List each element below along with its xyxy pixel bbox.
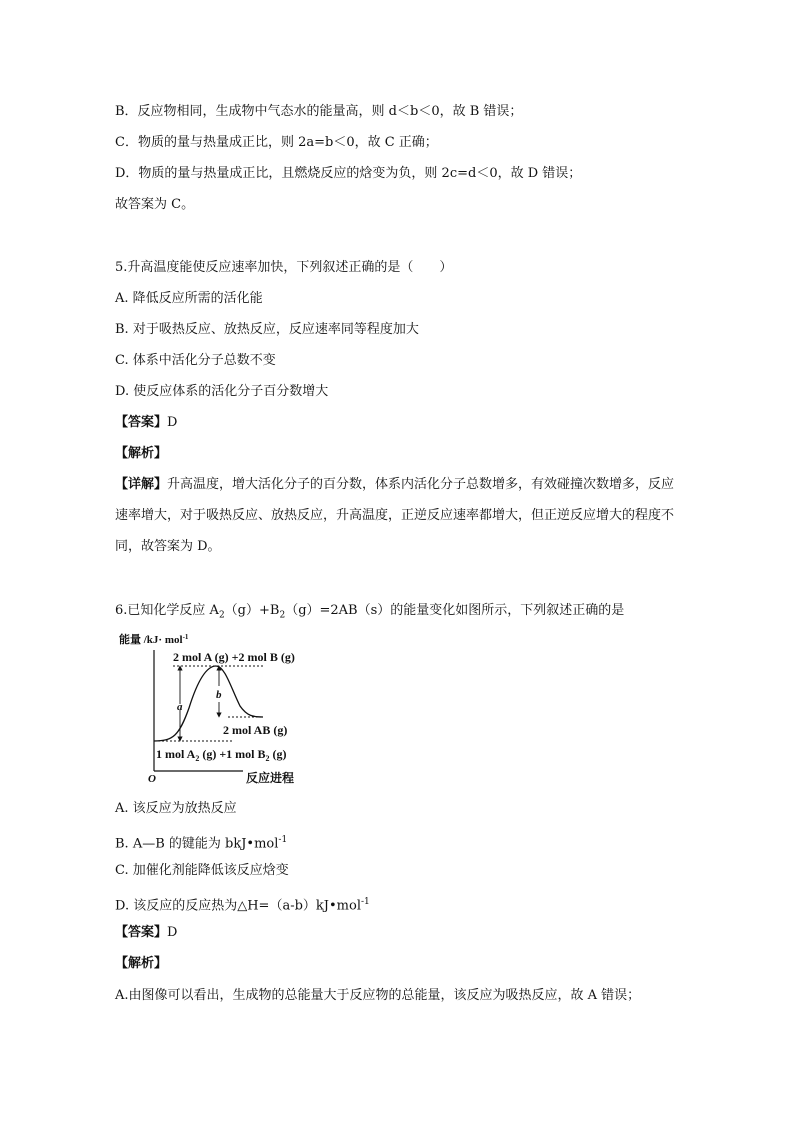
q6-option-a: A. 该反应为放热反应 [115, 801, 237, 816]
bottom-level-label: 1 mol $A_2$ (g) +1 mol $B_2$ (g) [156, 747, 287, 763]
stem-sub: 2 [279, 610, 286, 621]
q5-answer [115, 414, 177, 432]
option-text: B. A—B 的键能为 bkJ•mol [115, 836, 279, 852]
answer-value: D [167, 415, 178, 430]
q5-option-d: D. 使反应体系的活化分子百分数增大 [115, 384, 329, 399]
mid-level-label: 2 mol AB (g) [223, 723, 288, 737]
prev-option-c-analysis: C．物质的量与热量成正比，则 2a=b＜0，故 C 正确； [115, 135, 438, 150]
energy-diagram [113, 628, 313, 788]
q6-stem [115, 602, 624, 625]
y-axis-label: 能量 /kJ· mol$^{-1}$ [119, 633, 189, 646]
stem-part: 6.已知化学反应 A [115, 603, 219, 618]
q6-option-c: C. 加催化剂能降低该反应焓变 [115, 863, 289, 878]
q6-analysis-a: A.由图像可以看出，生成物的总能量大于反应物的总能量，该反应为吸热反应，故 A 错误； [115, 988, 641, 1003]
q5-stem: 5.升高温度能使反应速率加快，下列叙述正确的是（ ） [115, 260, 453, 275]
top-level-label: 2 mol A (g) +2 mol B (g) [173, 650, 295, 664]
answer-label: 【答案】 [115, 415, 168, 430]
q5-option-a: A. 降低反应所需的活化能 [115, 291, 263, 306]
q6-analysis-label: 【解析】 [115, 956, 168, 971]
unit-sup: -1 [278, 835, 288, 845]
prev-conclusion: 故答案为 C。 [115, 197, 195, 212]
x-axis-label: 反应进程 [246, 771, 295, 785]
stem-sub: 2 [218, 610, 225, 621]
prev-option-d-analysis: D．物质的量与热量成正比，且燃烧反应的焓变为负，则 2c=d＜0，故 D 错误； [115, 166, 582, 181]
label-b: b [216, 689, 222, 701]
unit-sup: -1 [361, 897, 370, 907]
prev-option-b-analysis: B．反应物相同，生成物中气态水的能量高，则 d＜b＜0，故 B 错误； [115, 104, 523, 119]
detail-label: 【详解】 [115, 477, 168, 492]
q6-option-d [115, 893, 370, 915]
answer-label: 【答案】 [115, 925, 168, 940]
q5-detail [115, 469, 685, 562]
option-text: D. 该反应的反应热为△H=（a-b）kJ•mol [115, 898, 361, 914]
q6-option-b [115, 831, 287, 853]
label-a: a [177, 701, 183, 713]
stem-part: （g）+B [224, 603, 280, 618]
answer-value: D [167, 925, 178, 940]
q5-analysis-label: 【解析】 [115, 446, 168, 461]
stem-part: （g）=2AB（s）的能量变化如图所示，下列叙述正确的是 [285, 603, 625, 618]
detail-text: 升高温度，增大活化分子的百分数，体系内活化分子总数增多，有效碰撞次数增多，反应速率增大，对于吸热反应、放热反应，升高温度，正逆反应速率都增大，但正逆反应增大的程度不同，故答案为 D。 [115, 477, 675, 554]
origin-label: O [148, 773, 156, 785]
q5-option-c: C. 体系中活化分子总数不变 [115, 353, 276, 368]
q5-option-b: B. 对于吸热反应、放热反应，反应速率同等程度加大 [115, 322, 419, 337]
q6-answer [115, 924, 177, 942]
